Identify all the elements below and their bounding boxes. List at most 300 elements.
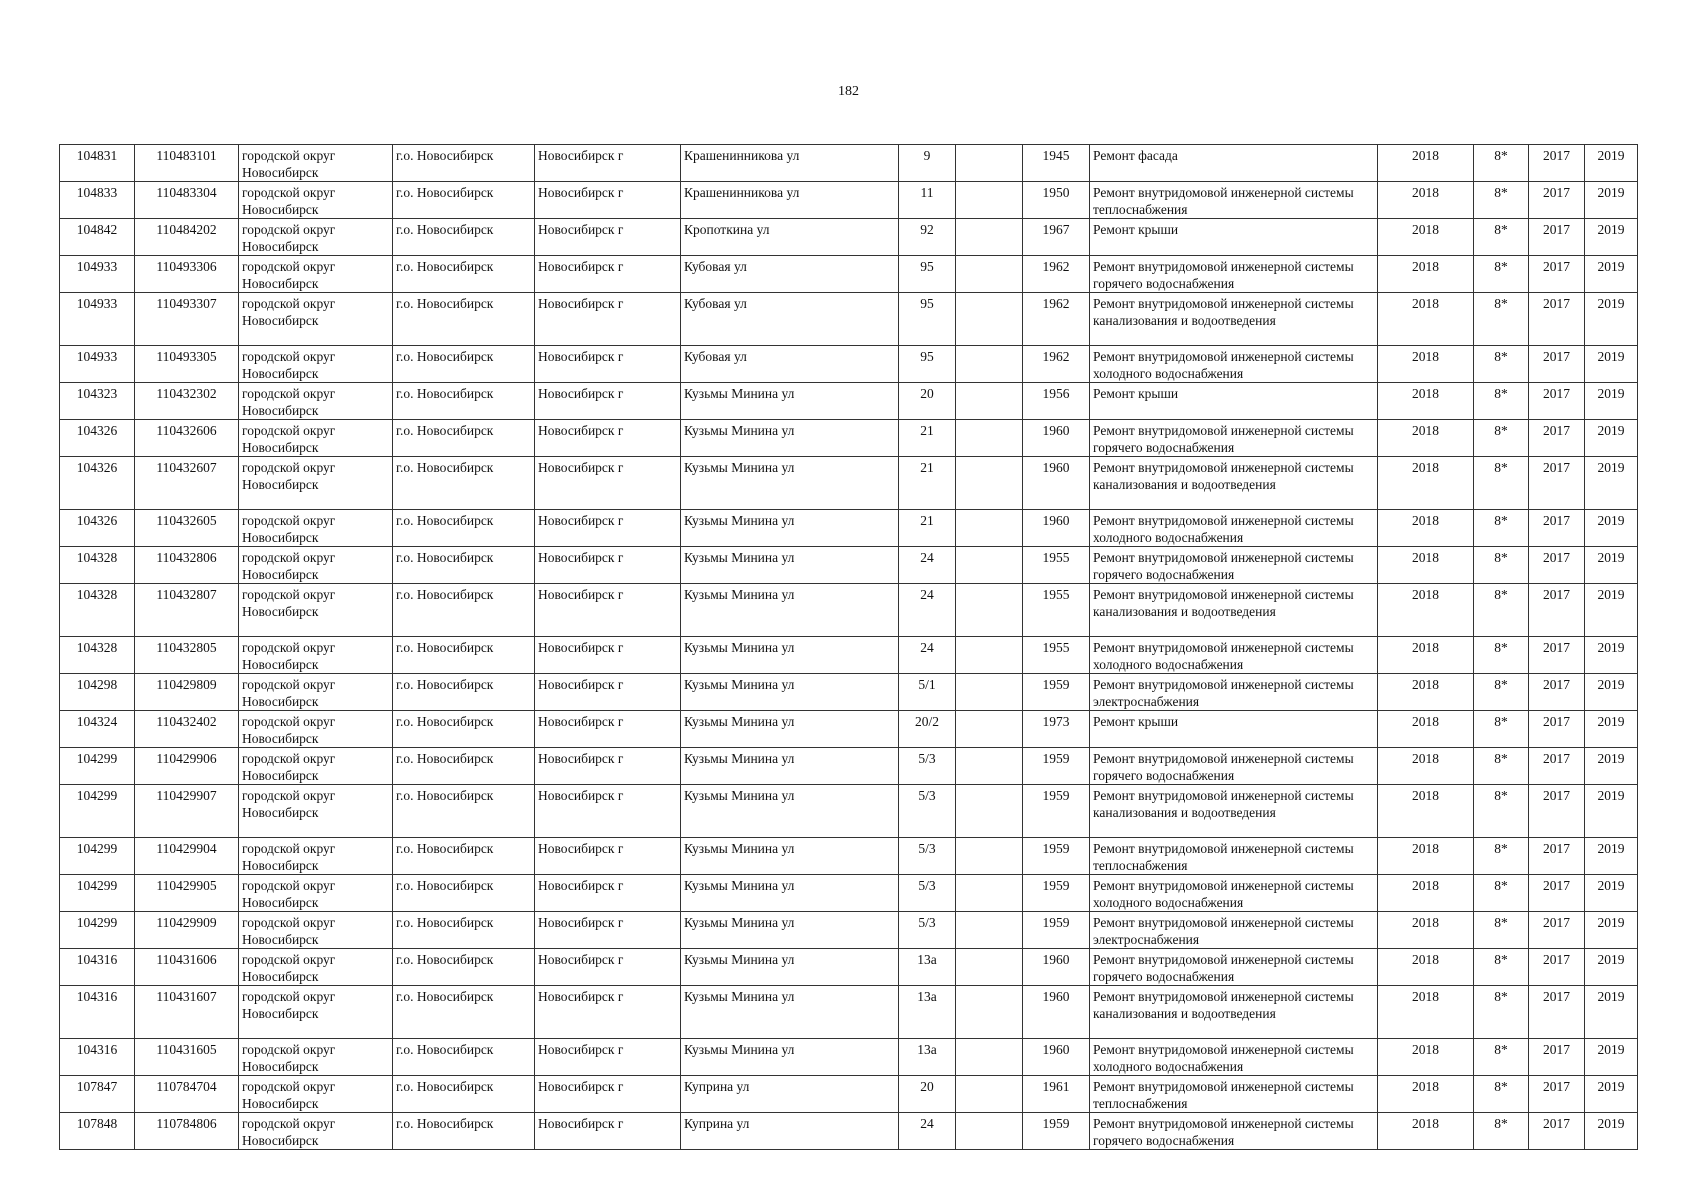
cell-period-end: 2019 bbox=[1585, 637, 1638, 674]
cell-municipality: городской округ Новосибирск bbox=[239, 1039, 393, 1076]
cell-plan-year: 2018 bbox=[1378, 547, 1474, 584]
cell-building bbox=[956, 420, 1023, 457]
cell-period-end: 2019 bbox=[1585, 674, 1638, 711]
cell-code: 110432806 bbox=[135, 547, 239, 584]
cell-street: Кузьмы Минина ул bbox=[681, 584, 899, 637]
cell-street: Кузьмы Минина ул bbox=[681, 457, 899, 510]
cell-year: 1959 bbox=[1023, 674, 1090, 711]
cell-code: 110432805 bbox=[135, 637, 239, 674]
cell-municipality: городской округ Новосибирск bbox=[239, 637, 393, 674]
cell-period-start: 2017 bbox=[1529, 711, 1585, 748]
table-row bbox=[60, 986, 1638, 1039]
cell-period-end: 2019 bbox=[1585, 1113, 1638, 1150]
cell-cost: 8* bbox=[1474, 875, 1529, 912]
cell-street: Кузьмы Минина ул bbox=[681, 547, 899, 584]
cell-id: 104326 bbox=[60, 420, 135, 457]
table-row bbox=[60, 293, 1638, 346]
cell-period-end: 2019 bbox=[1585, 145, 1638, 182]
cell-period-start: 2017 bbox=[1529, 457, 1585, 510]
cell-period-end: 2019 bbox=[1585, 346, 1638, 383]
cell-period-end: 2019 bbox=[1585, 584, 1638, 637]
cell-locality: Новосибирск г bbox=[535, 986, 681, 1039]
table-row bbox=[60, 256, 1638, 293]
cell-locality: Новосибирск г bbox=[535, 785, 681, 838]
cell-code: 110431607 bbox=[135, 986, 239, 1039]
cell-building bbox=[956, 949, 1023, 986]
cell-street: Кубовая ул bbox=[681, 256, 899, 293]
cell-plan-year: 2018 bbox=[1378, 584, 1474, 637]
cell-house: 20 bbox=[899, 383, 956, 420]
cell-street: Куприна ул bbox=[681, 1113, 899, 1150]
cell-code: 110432402 bbox=[135, 711, 239, 748]
cell-period-end: 2019 bbox=[1585, 986, 1638, 1039]
cell-district: г.о. Новосибирск bbox=[393, 219, 535, 256]
cell-street: Кузьмы Минина ул bbox=[681, 637, 899, 674]
cell-period-start: 2017 bbox=[1529, 510, 1585, 547]
cell-house: 13а bbox=[899, 986, 956, 1039]
cell-work-type: Ремонт внутридомовой инженерной системы холодного водоснабжения bbox=[1090, 346, 1378, 383]
cell-district: г.о. Новосибирск bbox=[393, 145, 535, 182]
cell-code: 110429809 bbox=[135, 674, 239, 711]
cell-municipality: городской округ Новосибирск bbox=[239, 785, 393, 838]
cell-municipality: городской округ Новосибирск bbox=[239, 838, 393, 875]
cell-cost: 8* bbox=[1474, 547, 1529, 584]
cell-period-start: 2017 bbox=[1529, 420, 1585, 457]
cell-id: 104298 bbox=[60, 674, 135, 711]
cell-house: 21 bbox=[899, 457, 956, 510]
cell-year: 1960 bbox=[1023, 510, 1090, 547]
cell-building bbox=[956, 711, 1023, 748]
table-row bbox=[60, 182, 1638, 219]
cell-period-end: 2019 bbox=[1585, 949, 1638, 986]
cell-building bbox=[956, 785, 1023, 838]
cell-work-type: Ремонт внутридомовой инженерной системы горячего водоснабжения bbox=[1090, 256, 1378, 293]
cell-locality: Новосибирск г bbox=[535, 912, 681, 949]
cell-code: 110432606 bbox=[135, 420, 239, 457]
cell-cost: 8* bbox=[1474, 748, 1529, 785]
cell-house: 5/3 bbox=[899, 912, 956, 949]
cell-period-start: 2017 bbox=[1529, 1039, 1585, 1076]
cell-work-type: Ремонт внутридомовой инженерной системы горячего водоснабжения bbox=[1090, 1113, 1378, 1150]
cell-district: г.о. Новосибирск bbox=[393, 420, 535, 457]
cell-period-end: 2019 bbox=[1585, 293, 1638, 346]
cell-street: Кузьмы Минина ул bbox=[681, 748, 899, 785]
cell-building bbox=[956, 346, 1023, 383]
cell-id: 104299 bbox=[60, 875, 135, 912]
cell-house: 95 bbox=[899, 346, 956, 383]
cell-district: г.о. Новосибирск bbox=[393, 637, 535, 674]
cell-plan-year: 2018 bbox=[1378, 457, 1474, 510]
cell-cost: 8* bbox=[1474, 182, 1529, 219]
cell-id: 104326 bbox=[60, 510, 135, 547]
cell-period-start: 2017 bbox=[1529, 949, 1585, 986]
cell-work-type: Ремонт внутридомовой инженерной системы горячего водоснабжения bbox=[1090, 949, 1378, 986]
cell-district: г.о. Новосибирск bbox=[393, 1113, 535, 1150]
cell-work-type: Ремонт внутридомовой инженерной системы горячего водоснабжения bbox=[1090, 547, 1378, 584]
cell-work-type: Ремонт крыши bbox=[1090, 383, 1378, 420]
cell-code: 110432302 bbox=[135, 383, 239, 420]
cell-period-start: 2017 bbox=[1529, 674, 1585, 711]
cell-cost: 8* bbox=[1474, 293, 1529, 346]
cell-plan-year: 2018 bbox=[1378, 949, 1474, 986]
cell-plan-year: 2018 bbox=[1378, 637, 1474, 674]
cell-street: Кузьмы Минина ул bbox=[681, 986, 899, 1039]
cell-id: 104323 bbox=[60, 383, 135, 420]
cell-house: 24 bbox=[899, 1113, 956, 1150]
cell-house: 95 bbox=[899, 256, 956, 293]
cell-code: 110493307 bbox=[135, 293, 239, 346]
cell-period-start: 2017 bbox=[1529, 838, 1585, 875]
cell-plan-year: 2018 bbox=[1378, 420, 1474, 457]
cell-district: г.о. Новосибирск bbox=[393, 256, 535, 293]
cell-code: 110432807 bbox=[135, 584, 239, 637]
cell-year: 1959 bbox=[1023, 912, 1090, 949]
cell-locality: Новосибирск г bbox=[535, 838, 681, 875]
cell-code: 110429905 bbox=[135, 875, 239, 912]
cell-locality: Новосибирск г bbox=[535, 875, 681, 912]
cell-cost: 8* bbox=[1474, 785, 1529, 838]
cell-id: 104842 bbox=[60, 219, 135, 256]
cell-street: Кузьмы Минина ул bbox=[681, 383, 899, 420]
cell-work-type: Ремонт крыши bbox=[1090, 219, 1378, 256]
cell-house: 21 bbox=[899, 420, 956, 457]
cell-work-type: Ремонт внутридомовой инженерной системы теплоснабжения bbox=[1090, 182, 1378, 219]
cell-house: 24 bbox=[899, 547, 956, 584]
cell-code: 110429906 bbox=[135, 748, 239, 785]
cell-locality: Новосибирск г bbox=[535, 674, 681, 711]
cell-house: 24 bbox=[899, 584, 956, 637]
cell-work-type: Ремонт внутридомовой инженерной системы холодного водоснабжения bbox=[1090, 1039, 1378, 1076]
cell-year: 1959 bbox=[1023, 875, 1090, 912]
cell-district: г.о. Новосибирск bbox=[393, 838, 535, 875]
table-row bbox=[60, 838, 1638, 875]
cell-plan-year: 2018 bbox=[1378, 986, 1474, 1039]
cell-year: 1945 bbox=[1023, 145, 1090, 182]
register-body bbox=[60, 145, 1638, 1150]
cell-building bbox=[956, 584, 1023, 637]
cell-period-end: 2019 bbox=[1585, 1076, 1638, 1113]
cell-work-type: Ремонт крыши bbox=[1090, 711, 1378, 748]
cell-building bbox=[956, 293, 1023, 346]
cell-house: 5/3 bbox=[899, 748, 956, 785]
cell-building bbox=[956, 838, 1023, 875]
cell-cost: 8* bbox=[1474, 510, 1529, 547]
cell-district: г.о. Новосибирск bbox=[393, 912, 535, 949]
cell-period-end: 2019 bbox=[1585, 711, 1638, 748]
cell-id: 104933 bbox=[60, 293, 135, 346]
cell-house: 11 bbox=[899, 182, 956, 219]
cell-cost: 8* bbox=[1474, 219, 1529, 256]
cell-street: Крашенинникова ул bbox=[681, 182, 899, 219]
cell-period-end: 2019 bbox=[1585, 256, 1638, 293]
cell-cost: 8* bbox=[1474, 383, 1529, 420]
table-row bbox=[60, 219, 1638, 256]
table-row bbox=[60, 912, 1638, 949]
cell-period-end: 2019 bbox=[1585, 383, 1638, 420]
cell-district: г.о. Новосибирск bbox=[393, 547, 535, 584]
cell-house: 20 bbox=[899, 1076, 956, 1113]
cell-period-start: 2017 bbox=[1529, 875, 1585, 912]
cell-municipality: городской округ Новосибирск bbox=[239, 346, 393, 383]
table-row bbox=[60, 748, 1638, 785]
cell-id: 104831 bbox=[60, 145, 135, 182]
table-row bbox=[60, 1039, 1638, 1076]
cell-municipality: городской округ Новосибирск bbox=[239, 182, 393, 219]
cell-code: 110784806 bbox=[135, 1113, 239, 1150]
cell-municipality: городской округ Новосибирск bbox=[239, 711, 393, 748]
cell-period-end: 2019 bbox=[1585, 1039, 1638, 1076]
cell-district: г.о. Новосибирск bbox=[393, 674, 535, 711]
cell-period-start: 2017 bbox=[1529, 637, 1585, 674]
repair-register-table bbox=[59, 144, 1638, 1150]
cell-building bbox=[956, 256, 1023, 293]
table-row bbox=[60, 1113, 1638, 1150]
cell-period-start: 2017 bbox=[1529, 1076, 1585, 1113]
cell-municipality: городской округ Новосибирск bbox=[239, 1113, 393, 1150]
cell-district: г.о. Новосибирск bbox=[393, 1076, 535, 1113]
cell-building bbox=[956, 1039, 1023, 1076]
cell-street: Кубовая ул bbox=[681, 293, 899, 346]
cell-period-start: 2017 bbox=[1529, 1113, 1585, 1150]
table-row bbox=[60, 949, 1638, 986]
cell-locality: Новосибирск г bbox=[535, 346, 681, 383]
table-row bbox=[60, 1076, 1638, 1113]
table-row bbox=[60, 785, 1638, 838]
cell-year: 1962 bbox=[1023, 293, 1090, 346]
cell-period-start: 2017 bbox=[1529, 346, 1585, 383]
cell-building bbox=[956, 674, 1023, 711]
cell-street: Кропоткина ул bbox=[681, 219, 899, 256]
cell-period-end: 2019 bbox=[1585, 838, 1638, 875]
cell-building bbox=[956, 986, 1023, 1039]
table-row bbox=[60, 457, 1638, 510]
cell-period-start: 2017 bbox=[1529, 219, 1585, 256]
cell-plan-year: 2018 bbox=[1378, 748, 1474, 785]
cell-year: 1956 bbox=[1023, 383, 1090, 420]
cell-plan-year: 2018 bbox=[1378, 1039, 1474, 1076]
cell-locality: Новосибирск г bbox=[535, 420, 681, 457]
cell-year: 1960 bbox=[1023, 420, 1090, 457]
cell-plan-year: 2018 bbox=[1378, 674, 1474, 711]
cell-building bbox=[956, 219, 1023, 256]
table-row bbox=[60, 584, 1638, 637]
cell-municipality: городской округ Новосибирск bbox=[239, 457, 393, 510]
cell-work-type: Ремонт внутридомовой инженерной системы канализования и водоотведения bbox=[1090, 457, 1378, 510]
cell-street: Кузьмы Минина ул bbox=[681, 875, 899, 912]
cell-cost: 8* bbox=[1474, 986, 1529, 1039]
cell-cost: 8* bbox=[1474, 1076, 1529, 1113]
cell-plan-year: 2018 bbox=[1378, 1113, 1474, 1150]
cell-work-type: Ремонт внутридомовой инженерной системы горячего водоснабжения bbox=[1090, 420, 1378, 457]
cell-plan-year: 2018 bbox=[1378, 182, 1474, 219]
cell-locality: Новосибирск г bbox=[535, 584, 681, 637]
cell-id: 104299 bbox=[60, 912, 135, 949]
cell-plan-year: 2018 bbox=[1378, 293, 1474, 346]
cell-locality: Новосибирск г bbox=[535, 293, 681, 346]
cell-code: 110784704 bbox=[135, 1076, 239, 1113]
cell-street: Куприна ул bbox=[681, 1076, 899, 1113]
cell-period-end: 2019 bbox=[1585, 182, 1638, 219]
cell-code: 110432605 bbox=[135, 510, 239, 547]
cell-work-type: Ремонт внутридомовой инженерной системы электроснабжения bbox=[1090, 912, 1378, 949]
cell-period-start: 2017 bbox=[1529, 182, 1585, 219]
cell-year: 1961 bbox=[1023, 1076, 1090, 1113]
cell-code: 110429904 bbox=[135, 838, 239, 875]
page-number: 182 bbox=[838, 84, 859, 99]
cell-municipality: городской округ Новосибирск bbox=[239, 674, 393, 711]
cell-code: 110483101 bbox=[135, 145, 239, 182]
cell-period-start: 2017 bbox=[1529, 584, 1585, 637]
cell-municipality: городской округ Новосибирск bbox=[239, 145, 393, 182]
cell-period-start: 2017 bbox=[1529, 986, 1585, 1039]
cell-municipality: городской округ Новосибирск bbox=[239, 420, 393, 457]
cell-plan-year: 2018 bbox=[1378, 256, 1474, 293]
cell-period-end: 2019 bbox=[1585, 420, 1638, 457]
cell-plan-year: 2018 bbox=[1378, 383, 1474, 420]
cell-code: 110493305 bbox=[135, 346, 239, 383]
cell-cost: 8* bbox=[1474, 256, 1529, 293]
cell-locality: Новосибирск г bbox=[535, 219, 681, 256]
table-row bbox=[60, 420, 1638, 457]
cell-period-end: 2019 bbox=[1585, 510, 1638, 547]
cell-building bbox=[956, 912, 1023, 949]
cell-building bbox=[956, 875, 1023, 912]
cell-municipality: городской округ Новосибирск bbox=[239, 219, 393, 256]
cell-plan-year: 2018 bbox=[1378, 145, 1474, 182]
cell-district: г.о. Новосибирск bbox=[393, 346, 535, 383]
cell-street: Кузьмы Минина ул bbox=[681, 510, 899, 547]
cell-code: 110429909 bbox=[135, 912, 239, 949]
cell-municipality: городской округ Новосибирск bbox=[239, 547, 393, 584]
cell-period-end: 2019 bbox=[1585, 219, 1638, 256]
cell-building bbox=[956, 182, 1023, 219]
cell-municipality: городской округ Новосибирск bbox=[239, 949, 393, 986]
table-row bbox=[60, 145, 1638, 182]
cell-id: 104324 bbox=[60, 711, 135, 748]
cell-year: 1959 bbox=[1023, 838, 1090, 875]
cell-house: 24 bbox=[899, 637, 956, 674]
cell-locality: Новосибирск г bbox=[535, 637, 681, 674]
cell-locality: Новосибирск г bbox=[535, 182, 681, 219]
cell-house: 13а bbox=[899, 949, 956, 986]
cell-id: 104328 bbox=[60, 584, 135, 637]
cell-district: г.о. Новосибирск bbox=[393, 293, 535, 346]
cell-house: 9 bbox=[899, 145, 956, 182]
table-row bbox=[60, 383, 1638, 420]
cell-work-type: Ремонт внутридомовой инженерной системы теплоснабжения bbox=[1090, 838, 1378, 875]
cell-municipality: городской округ Новосибирск bbox=[239, 383, 393, 420]
cell-id: 104328 bbox=[60, 547, 135, 584]
cell-work-type: Ремонт внутридомовой инженерной системы холодного водоснабжения bbox=[1090, 510, 1378, 547]
table-row bbox=[60, 637, 1638, 674]
cell-id: 104833 bbox=[60, 182, 135, 219]
cell-municipality: городской округ Новосибирск bbox=[239, 293, 393, 346]
cell-work-type: Ремонт внутридомовой инженерной системы электроснабжения bbox=[1090, 674, 1378, 711]
cell-work-type: Ремонт внутридомовой инженерной системы канализования и водоотведения bbox=[1090, 785, 1378, 838]
cell-work-type: Ремонт внутридомовой инженерной системы холодного водоснабжения bbox=[1090, 637, 1378, 674]
cell-locality: Новосибирск г bbox=[535, 1113, 681, 1150]
cell-municipality: городской округ Новосибирск bbox=[239, 875, 393, 912]
table-row bbox=[60, 674, 1638, 711]
cell-house: 95 bbox=[899, 293, 956, 346]
cell-street: Кузьмы Минина ул bbox=[681, 785, 899, 838]
cell-street: Кузьмы Минина ул bbox=[681, 711, 899, 748]
cell-building bbox=[956, 383, 1023, 420]
cell-work-type: Ремонт внутридомовой инженерной системы канализования и водоотведения bbox=[1090, 584, 1378, 637]
cell-period-start: 2017 bbox=[1529, 383, 1585, 420]
cell-locality: Новосибирск г bbox=[535, 1076, 681, 1113]
cell-code: 110431605 bbox=[135, 1039, 239, 1076]
cell-plan-year: 2018 bbox=[1378, 912, 1474, 949]
cell-plan-year: 2018 bbox=[1378, 1076, 1474, 1113]
cell-house: 5/3 bbox=[899, 838, 956, 875]
cell-cost: 8* bbox=[1474, 457, 1529, 510]
cell-code: 110493306 bbox=[135, 256, 239, 293]
cell-cost: 8* bbox=[1474, 584, 1529, 637]
cell-municipality: городской округ Новосибирск bbox=[239, 748, 393, 785]
cell-year: 1973 bbox=[1023, 711, 1090, 748]
cell-period-start: 2017 bbox=[1529, 912, 1585, 949]
cell-building bbox=[956, 547, 1023, 584]
cell-year: 1962 bbox=[1023, 256, 1090, 293]
cell-year: 1960 bbox=[1023, 1039, 1090, 1076]
cell-district: г.о. Новосибирск bbox=[393, 711, 535, 748]
cell-cost: 8* bbox=[1474, 912, 1529, 949]
cell-year: 1959 bbox=[1023, 785, 1090, 838]
cell-cost: 8* bbox=[1474, 1113, 1529, 1150]
cell-plan-year: 2018 bbox=[1378, 785, 1474, 838]
cell-building bbox=[956, 457, 1023, 510]
table-row bbox=[60, 346, 1638, 383]
cell-period-end: 2019 bbox=[1585, 912, 1638, 949]
cell-plan-year: 2018 bbox=[1378, 219, 1474, 256]
cell-id: 104933 bbox=[60, 256, 135, 293]
cell-period-start: 2017 bbox=[1529, 785, 1585, 838]
cell-district: г.о. Новосибирск bbox=[393, 748, 535, 785]
cell-id: 104328 bbox=[60, 637, 135, 674]
cell-municipality: городской округ Новосибирск bbox=[239, 1076, 393, 1113]
cell-house: 5/3 bbox=[899, 785, 956, 838]
cell-district: г.о. Новосибирск bbox=[393, 986, 535, 1039]
cell-year: 1955 bbox=[1023, 584, 1090, 637]
cell-street: Кузьмы Минина ул bbox=[681, 1039, 899, 1076]
cell-period-start: 2017 bbox=[1529, 293, 1585, 346]
table-row bbox=[60, 711, 1638, 748]
cell-id: 104316 bbox=[60, 1039, 135, 1076]
cell-cost: 8* bbox=[1474, 949, 1529, 986]
cell-period-start: 2017 bbox=[1529, 145, 1585, 182]
cell-cost: 8* bbox=[1474, 711, 1529, 748]
cell-house: 13а bbox=[899, 1039, 956, 1076]
cell-id: 104299 bbox=[60, 748, 135, 785]
cell-code: 110431606 bbox=[135, 949, 239, 986]
cell-district: г.о. Новосибирск bbox=[393, 383, 535, 420]
cell-period-start: 2017 bbox=[1529, 256, 1585, 293]
cell-id: 104299 bbox=[60, 838, 135, 875]
cell-building bbox=[956, 748, 1023, 785]
cell-district: г.о. Новосибирск bbox=[393, 457, 535, 510]
cell-code: 110429907 bbox=[135, 785, 239, 838]
cell-year: 1960 bbox=[1023, 949, 1090, 986]
cell-district: г.о. Новосибирск bbox=[393, 785, 535, 838]
cell-year: 1959 bbox=[1023, 1113, 1090, 1150]
cell-code: 110483304 bbox=[135, 182, 239, 219]
table-row bbox=[60, 547, 1638, 584]
cell-id: 107848 bbox=[60, 1113, 135, 1150]
cell-id: 107847 bbox=[60, 1076, 135, 1113]
cell-id: 104933 bbox=[60, 346, 135, 383]
cell-plan-year: 2018 bbox=[1378, 510, 1474, 547]
